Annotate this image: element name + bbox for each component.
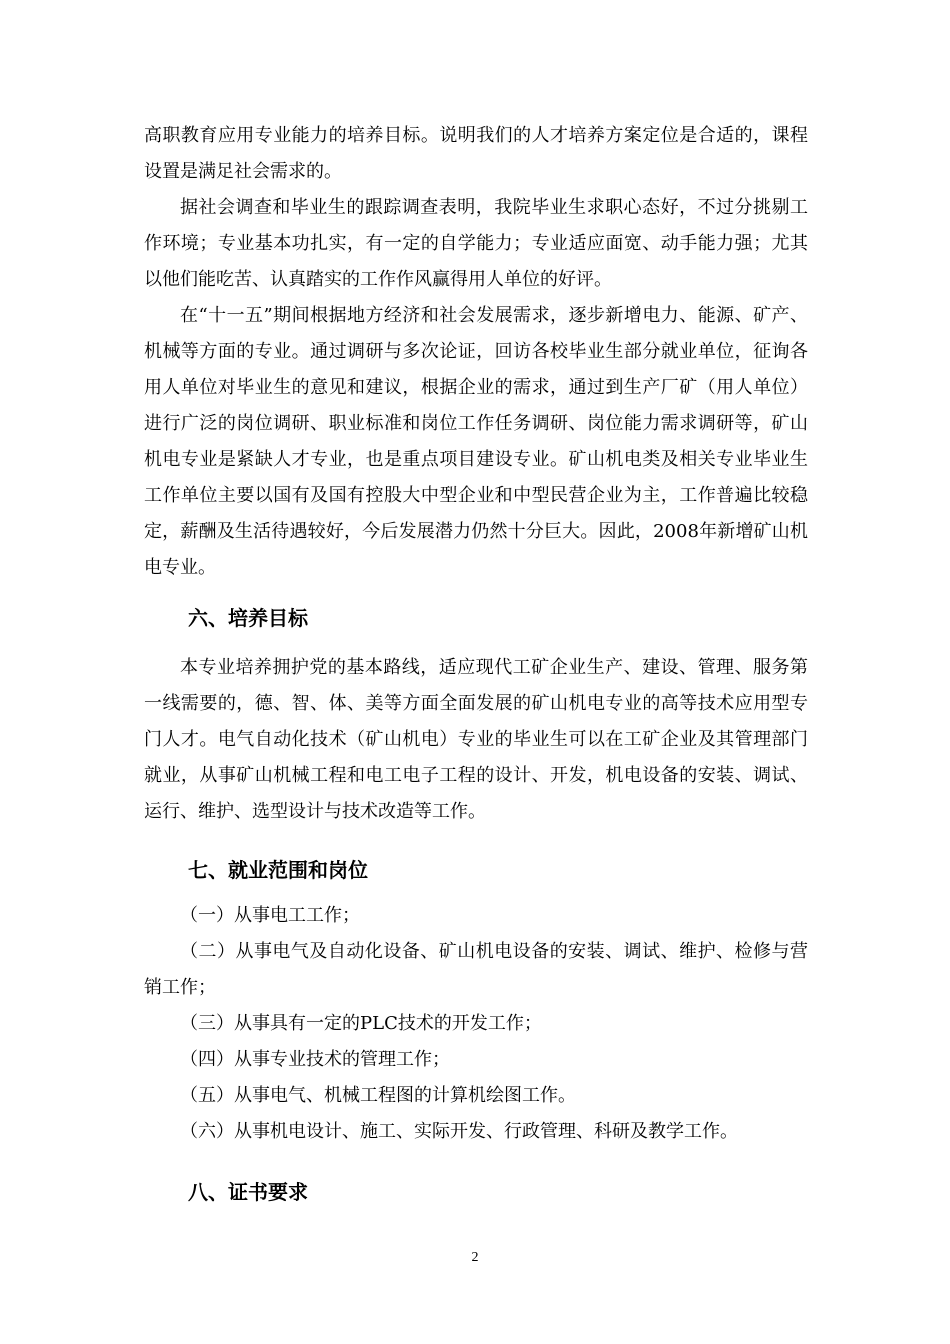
list-item: （六）从事机电设计、施工、实际开发、行政管理、科研及教学工作。 — [180, 1121, 738, 1142]
body-paragraph: 据社会调查和毕业生的跟踪调查表明，我院毕业生求职心态好，不过分挑剔工作环境；专业基本功扎实，有一定的自学能力；专业适应面宽、动手能力强；尤其以他们能吃苦、认真踏实的工作作风赢得用人单位的好评。 — [144, 197, 808, 290]
page-content — [144, 118, 808, 1206]
section-heading-certificates: 八、证书要求 — [188, 1180, 308, 1204]
body-paragraph: 在“十一五”期间根据地方经济和社会发展需求，逐步新增电力、能源、矿产、机械等方面的专业。通过调研与多次论证，回访各校毕业生部分就业单位，征询各用人单位对毕业生的意见和建议，根据企业的需求，通过到生产厂矿（用人单位）进行广泛的岗位调研、职业标准和岗位工作任务调研、岗位能力需求调研等，矿山机电专业是紧缺人才专业，也是重点项目建设专业。矿山机电类及相关专业毕业生工作单位主要以国有及国有控股大中型企业和中型民营企业为主，工作普遍比较稳定，薪酬及生活待遇较好，今后发展潜力仍然十分巨大。因此，2008年新增矿山机电专业。 — [144, 305, 808, 578]
list-item: （二）从事电气及自动化设备、矿山机电设备的安装、调试、维护、检修与营销工作； — [144, 941, 808, 998]
section-heading-training-goals: 六、培养目标 — [188, 606, 308, 630]
list-item: （三）从事具有一定的PLC技术的开发工作； — [180, 1013, 542, 1034]
list-item: （一）从事电工工作； — [180, 905, 360, 926]
body-paragraph-continued: 高职教育应用专业能力的培养目标。说明我们的人才培养方案定位是合适的，课程设置是满足社会需求的。 — [144, 125, 808, 182]
list-item: （五）从事电气、机械工程图的计算机绘图工作。 — [180, 1085, 576, 1106]
page-number: 2 — [471, 1250, 479, 1265]
list-item: （四）从事专业技术的管理工作； — [180, 1049, 450, 1070]
section-heading-employment-scope: 七、就业范围和岗位 — [188, 858, 368, 882]
section-body-training-goals: 本专业培养拥护党的基本路线，适应现代工矿企业生产、建设、管理、服务第一线需要的，德、智、体、美等方面全面发展的矿山机电专业的高等技术应用型专门人才。电气自动化技术（矿山机电）专业的毕业生可以在工矿企业及其管理部门就业，从事矿山机械工程和电工电子工程的设计、开发，机电设备的安装、调试、运行、维护、选型设计与技术改造等工作。 — [144, 657, 808, 822]
